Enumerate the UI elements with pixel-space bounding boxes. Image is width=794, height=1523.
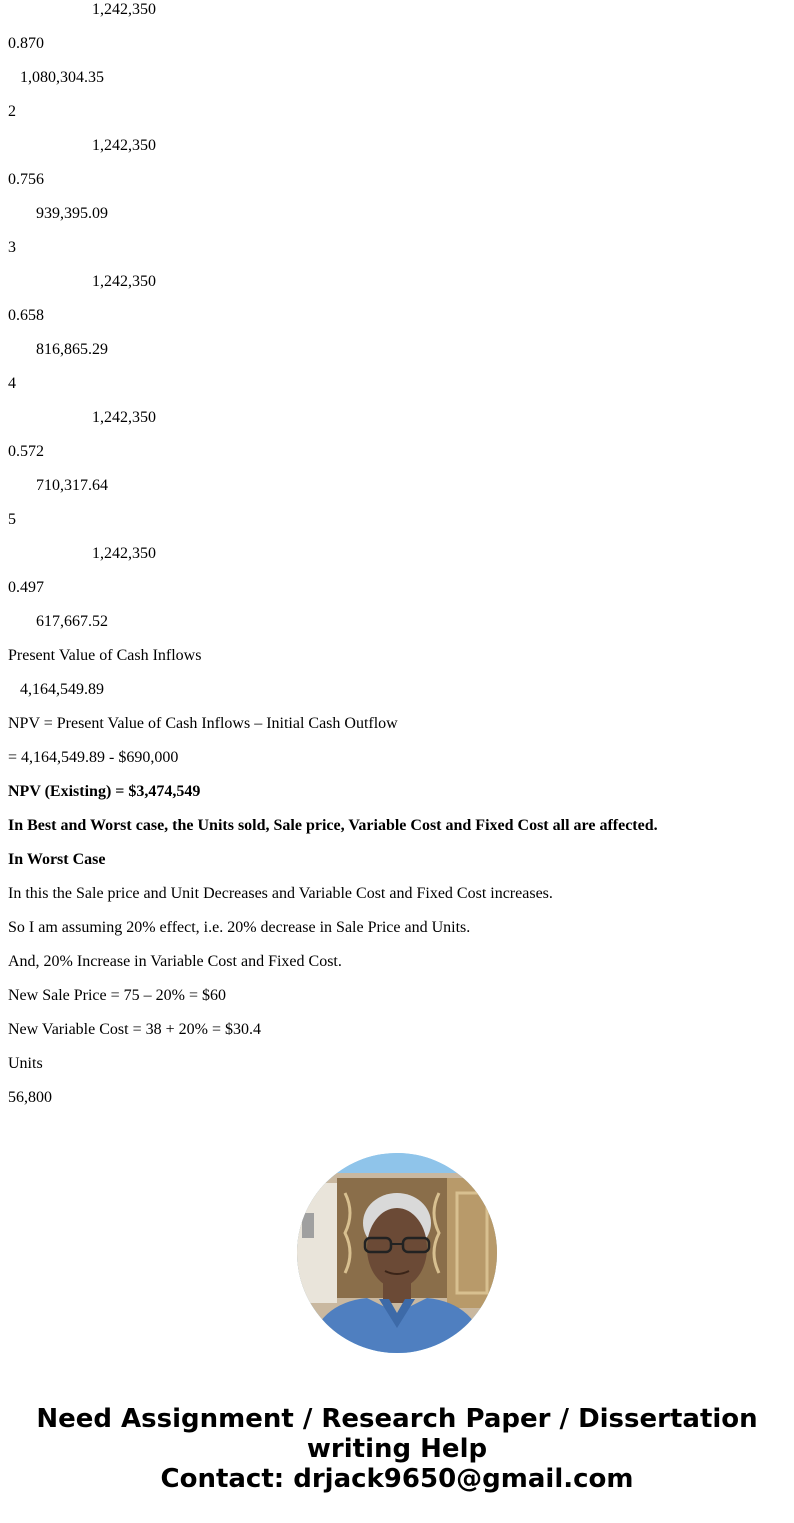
text-line: NPV (Existing) = $3,474,549 <box>8 783 201 800</box>
text-line: 1,080,304.35 <box>20 69 104 86</box>
document-body <box>8 0 788 1121</box>
text-line: In Worst Case <box>8 851 106 868</box>
text-line: 0.572 <box>8 443 44 460</box>
text-line: And, 20% Increase in Variable Cost and Fixed Cost. <box>8 953 342 970</box>
text-line: 0.870 <box>8 35 44 52</box>
text-line: New Sale Price = 75 – 20% = $60 <box>8 987 227 1004</box>
text-line: 1,242,350 <box>92 137 156 154</box>
text-line: 1,242,350 <box>92 1 156 18</box>
text-line: NPV = Present Value of Cash Inflows – Initial Cash Outflow <box>8 715 398 732</box>
text-line: = 4,164,549.89 - $690,000 <box>8 749 179 766</box>
text-line: In Best and Worst case, the Units sold, Sale price, Variable Cost and Fixed Cost all are affected. <box>8 817 658 834</box>
text-line: 939,395.09 <box>36 205 108 222</box>
text-line: 56,800 <box>8 1089 52 1106</box>
text-line: 617,667.52 <box>36 613 108 630</box>
text-line: New Variable Cost = 38 + 20% = $30.4 <box>8 1021 261 1038</box>
contact-banner <box>0 1404 794 1494</box>
text-line: 1,242,350 <box>92 273 156 290</box>
text-line: 1,242,350 <box>92 545 156 562</box>
text-line: 1,242,350 <box>92 409 156 426</box>
text-line: 816,865.29 <box>36 341 108 358</box>
text-line: 0.756 <box>8 171 44 188</box>
text-line: 4,164,549.89 <box>20 681 104 698</box>
text-line: 710,317.64 <box>36 477 108 494</box>
author-avatar <box>297 1153 497 1353</box>
text-line: In this the Sale price and Unit Decreases and Variable Cost and Fixed Cost increases. <box>8 885 553 902</box>
text-line: 4 <box>8 375 16 392</box>
text-line: 3 <box>8 239 16 256</box>
text-line: 0.658 <box>8 307 44 324</box>
text-line: 2 <box>8 103 16 120</box>
text-line: Units <box>8 1055 43 1072</box>
cta-contact-email: Contact: drjack9650@gmail.com <box>160 1464 634 1494</box>
text-line: Present Value of Cash Inflows <box>8 647 202 664</box>
text-line: So I am assuming 20% effect, i.e. 20% decrease in Sale Price and Units. <box>8 919 471 936</box>
person-photo-icon <box>297 1153 497 1353</box>
text-line: 5 <box>8 511 16 528</box>
cta-line-1: Need Assignment / Research Paper / Dissertation <box>36 1404 758 1434</box>
cta-line-2: writing Help <box>306 1434 488 1464</box>
text-line: 0.497 <box>8 579 44 596</box>
